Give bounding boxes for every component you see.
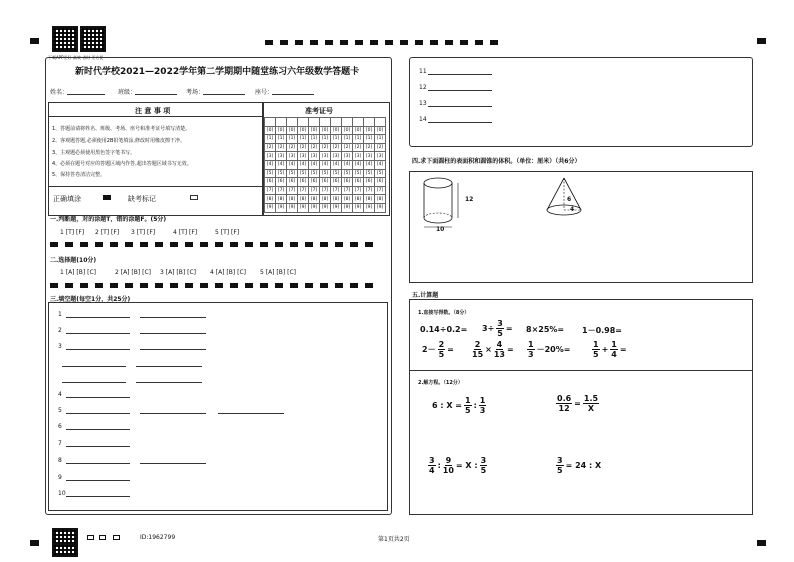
omr-header-cell[interactable] (276, 118, 287, 127)
omr-bubble[interactable]: [7] (320, 186, 331, 195)
omr-bubble[interactable]: [2] (265, 143, 276, 152)
omr-header-cell[interactable] (331, 118, 342, 127)
blank-line[interactable] (140, 333, 206, 334)
calc-item[interactable]: 3÷ $\frac{3}{5}$ = (482, 319, 513, 338)
omr-bubble[interactable]: [0] (298, 126, 309, 135)
choice-item[interactable]: 5 [A] [B] [C] (260, 269, 296, 276)
omr-bubble[interactable]: [9] (353, 203, 364, 212)
omr-header-cell[interactable] (320, 118, 331, 127)
omr-bubble[interactable]: [0] (331, 126, 342, 135)
omr-bubble[interactable]: [8] (298, 195, 309, 204)
omr-bubble[interactable]: [7] (353, 186, 364, 195)
qr-caption: 下载APP更好 高效·省时·更方便 (48, 55, 104, 60)
omr-bubble[interactable]: [3] (331, 152, 342, 161)
omr-bubble[interactable]: [4] (265, 160, 276, 169)
omr-bubble[interactable]: [0] (309, 126, 320, 135)
section1-title: 一.判断题，对的涂题T，错的涂题F。(5分) (50, 216, 167, 223)
omr-bubble[interactable]: [8] (353, 195, 364, 204)
omr-bubble[interactable]: [6] (265, 178, 276, 187)
blank-line[interactable] (66, 397, 130, 398)
blank-number: 13 (419, 100, 427, 107)
omr-bubble[interactable]: [7] (276, 186, 287, 195)
calc-part1-title: 1.直接写得数。（8分） (418, 310, 470, 316)
blank-line[interactable] (66, 333, 130, 334)
omr-bubble[interactable]: [5] (364, 169, 375, 178)
omr-header-cell[interactable] (287, 118, 298, 127)
omr-bubble[interactable]: [9] (287, 203, 298, 212)
omr-bubble[interactable]: [2] (309, 143, 320, 152)
omr-bubble[interactable]: [1] (265, 135, 276, 144)
omr-bubble[interactable]: [7] (265, 186, 276, 195)
omr-bubble[interactable]: [7] (298, 186, 309, 195)
section3-title: 三.填空题(每空1分，共25分) (50, 296, 131, 303)
footer-box (113, 535, 120, 540)
tf-item[interactable]: 5 [T] [F] (215, 229, 240, 236)
notice-item: 4、必须在题号对应的答题区域内作答,超出答题区域书写无效。 (52, 161, 192, 167)
omr-bubble[interactable]: [4] (320, 160, 331, 169)
omr-bubble[interactable]: [6] (309, 178, 320, 187)
omr-bubble[interactable]: [7] (331, 186, 342, 195)
blank-line[interactable] (428, 90, 492, 91)
blank-line[interactable] (66, 496, 130, 497)
omr-header-cell[interactable] (265, 118, 276, 127)
omr-bubble[interactable]: [1] (298, 135, 309, 144)
cone-height-label: 6 (567, 196, 572, 203)
omr-bubble[interactable]: [8] (265, 195, 276, 204)
omr-bubble[interactable]: [6] (320, 178, 331, 187)
omr-bubble[interactable]: [4] (298, 160, 309, 169)
blank-line[interactable] (136, 382, 202, 383)
omr-bubble[interactable]: [7] (309, 186, 320, 195)
omr-bubble[interactable]: [2] (364, 143, 375, 152)
omr-bubble[interactable]: [6] (353, 178, 364, 187)
absent-checkbox[interactable] (190, 195, 198, 200)
page-number: 第1页共2页 (378, 536, 410, 543)
omr-bubble[interactable]: [6] (287, 178, 298, 187)
calc-part2-title: 2.解方程。（12分） (418, 380, 463, 386)
omr-bubble[interactable]: [4] (276, 160, 287, 169)
blank-number: 3 (58, 343, 62, 350)
absent-mark-label: 缺考标记 (128, 195, 156, 203)
calc-item[interactable]: $\frac{1}{5}$ + $\frac{1}{4}$ = (593, 340, 627, 359)
omr-bubble[interactable]: [4] (364, 160, 375, 169)
class-label: 班级： (118, 89, 137, 96)
blank-line[interactable] (66, 349, 130, 350)
omr-bubble[interactable]: [5] (353, 169, 364, 178)
omr-bubble[interactable]: [7] (364, 186, 375, 195)
omr-bubble[interactable]: [2] (298, 143, 309, 152)
omr-bubble[interactable]: [0] (265, 126, 276, 135)
blank-line[interactable] (66, 463, 130, 464)
tf-item[interactable]: 1 [T] [F] (60, 229, 85, 236)
footer-box (99, 535, 106, 540)
omr-bubble[interactable]: [8] (320, 195, 331, 204)
choice-item[interactable]: 3 [A] [B] [C] (160, 269, 196, 276)
equation-item[interactable]: 6 : X = $\frac{1}{5}$ : $\frac{1}{3}$ (432, 396, 486, 415)
omr-bubble[interactable]: [9] (375, 203, 386, 212)
calc-item[interactable]: 2－ $\frac{2}{5}$ = (422, 340, 454, 359)
omr-bubble[interactable]: [0] (375, 126, 386, 135)
notice-item: 1、答题前请将姓名、班级、考场、座号和准考证号填写清楚。 (52, 126, 191, 132)
omr-bubble[interactable]: [7] (342, 186, 353, 195)
right-panel-top (409, 57, 753, 147)
footer-box (87, 535, 94, 540)
correct-fill-label: 正确填涂 (53, 195, 81, 203)
omr-bubble[interactable]: [7] (375, 186, 386, 195)
omr-bubble[interactable]: [3] (287, 152, 298, 161)
omr-bubble[interactable]: [5] (375, 169, 386, 178)
footer-id: ID:1962799 (140, 534, 176, 541)
omr-bubble[interactable]: [3] (265, 152, 276, 161)
omr-bubble[interactable]: [3] (375, 152, 386, 161)
blank-number: 4 (58, 391, 62, 398)
blank-line[interactable] (140, 413, 206, 414)
equation-item[interactable]: $\frac{0.6}{12}$ = $\frac{1.5}{X}$ (557, 394, 599, 413)
equation-item[interactable]: $\frac{3}{4}$ : $\frac{9}{10}$ = X : $\frac{3}{5}$ (429, 456, 487, 475)
omr-bubble[interactable]: [8] (331, 195, 342, 204)
room-field[interactable] (203, 94, 245, 95)
blank-line[interactable] (66, 480, 130, 481)
omr-bubble[interactable]: [8] (364, 195, 375, 204)
tf-item[interactable]: 4 [T] [F] (173, 229, 198, 236)
omr-bubble[interactable]: [1] (287, 135, 298, 144)
omr-bubble[interactable]: [2] (287, 143, 298, 152)
omr-bubble[interactable]: [1] (353, 135, 364, 144)
class-field[interactable] (135, 94, 177, 95)
omr-bubble[interactable]: [9] (320, 203, 331, 212)
omr-bubble[interactable]: [1] (320, 135, 331, 144)
omr-bubble[interactable]: [4] (331, 160, 342, 169)
seat-label: 座号： (255, 89, 274, 96)
omr-bubble[interactable]: [1] (364, 135, 375, 144)
blank-number: 5 (58, 407, 62, 414)
omr-bubble[interactable]: [6] (331, 178, 342, 187)
omr-bubble[interactable]: [5] (287, 169, 298, 178)
calc-item[interactable]: 8×25%= (526, 325, 565, 334)
timing-marks (50, 283, 373, 288)
omr-bubble[interactable]: [3] (353, 152, 364, 161)
blank-number: 9 (58, 474, 62, 481)
qr-code-icon (52, 26, 78, 52)
omr-bubble[interactable]: [5] (342, 169, 353, 178)
blank-line[interactable] (66, 317, 130, 318)
section5-divider (409, 370, 753, 371)
omr-bubble[interactable]: [2] (276, 143, 287, 152)
omr-bubble[interactable]: [4] (309, 160, 320, 169)
omr-bubble[interactable]: [8] (342, 195, 353, 204)
omr-header-cell[interactable] (364, 118, 375, 127)
notice-item: 2、客观题答题,必须使用2B铅笔填涂,修改时用橡皮擦干净。 (52, 138, 185, 144)
cylinder-figure (418, 174, 474, 234)
omr-bubble[interactable]: [7] (287, 186, 298, 195)
omr-bubble[interactable]: [4] (375, 160, 386, 169)
choice-item[interactable]: 4 [A] [B] [C] (210, 269, 246, 276)
omr-bubble[interactable]: [3] (298, 152, 309, 161)
qr-code-icon (80, 26, 106, 52)
equation-item[interactable]: $\frac{3}{5}$ = 24 : X (557, 456, 602, 475)
omr-bubble[interactable]: [5] (320, 169, 331, 178)
omr-bubble[interactable]: [9] (298, 203, 309, 212)
corner-mark (757, 38, 766, 44)
omr-bubble[interactable]: [9] (364, 203, 375, 212)
omr-bubble[interactable]: [0] (342, 126, 353, 135)
omr-bubble[interactable]: [9] (331, 203, 342, 212)
omr-bubble[interactable]: [1] (331, 135, 342, 144)
omr-bubble[interactable]: [8] (287, 195, 298, 204)
exam-id-title: 准考证号 (305, 107, 333, 115)
omr-bubble[interactable]: [1] (276, 135, 287, 144)
omr-bubble[interactable]: [5] (276, 169, 287, 178)
blank-number: 14 (419, 116, 427, 123)
cylinder-diameter-label: 10 (436, 226, 445, 233)
blank-number: 6 (58, 423, 62, 430)
calc-item[interactable]: $\frac{2}{15}$ × $\frac{4}{13}$ = (472, 340, 514, 359)
choice-item[interactable]: 2 [A] [B] [C] (115, 269, 151, 276)
omr-bubble[interactable]: [2] (375, 143, 386, 152)
omr-bubble[interactable]: [2] (331, 143, 342, 152)
blank-number: 10 (58, 490, 66, 497)
timing-marks (50, 242, 373, 247)
blank-line[interactable] (428, 106, 492, 107)
omr-bubble[interactable]: [5] (265, 169, 276, 178)
omr-bubble[interactable]: [6] (375, 178, 386, 187)
omr-bubble[interactable]: [1] (342, 135, 353, 144)
blank-number: 1 (58, 311, 62, 318)
cone-radius-label: 4 (570, 206, 575, 213)
section5-title: 五.计算题 (412, 292, 439, 299)
calc-item[interactable]: $\frac{1}{3}$ －20%= (528, 340, 571, 359)
omr-bubble[interactable]: [0] (364, 126, 375, 135)
blank-line[interactable] (66, 429, 130, 430)
omr-bubble[interactable]: [4] (287, 160, 298, 169)
blank-number: 11 (419, 68, 427, 75)
calc-item[interactable]: 1－0.98= (582, 326, 623, 335)
omr-bubble[interactable]: [3] (309, 152, 320, 161)
seat-field[interactable] (272, 94, 314, 95)
omr-bubble[interactable]: [2] (320, 143, 331, 152)
filled-bubble-icon (103, 195, 111, 200)
name-label: 姓名： (50, 89, 69, 96)
omr-header-cell[interactable] (353, 118, 364, 127)
exam-id-grid (264, 117, 386, 213)
omr-bubble[interactable]: [5] (331, 169, 342, 178)
omr-bubble[interactable]: [6] (276, 178, 287, 187)
blank-line[interactable] (140, 317, 206, 318)
cylinder-height-label: 12 (465, 196, 474, 203)
omr-bubble[interactable]: [4] (342, 160, 353, 169)
blank-line[interactable] (66, 413, 130, 414)
omr-header-cell[interactable] (298, 118, 309, 127)
omr-bubble[interactable]: [5] (298, 169, 309, 178)
omr-bubble[interactable]: [2] (353, 143, 364, 152)
blank-number: 2 (58, 327, 62, 334)
timing-marks-top (265, 40, 498, 45)
omr-header-cell[interactable] (375, 118, 386, 127)
omr-bubble[interactable]: [3] (320, 152, 331, 161)
blank-line[interactable] (428, 122, 492, 123)
blank-line[interactable] (62, 382, 126, 383)
choice-item[interactable]: 1 [A] [B] [C] (60, 269, 96, 276)
blank-line[interactable] (428, 74, 492, 75)
section4-title: 四.求下面圆柱的表面积和圆锥的体积。（单位：厘米）（共6分） (412, 158, 581, 165)
section2-title: 二.选择题(10分) (50, 257, 97, 264)
blank-line[interactable] (140, 349, 206, 350)
omr-bubble[interactable]: [6] (298, 178, 309, 187)
omr-bubble[interactable]: [3] (364, 152, 375, 161)
page-title: 新时代学校2021—2022学年第二学期期中随堂练习六年级数学答题卡 (75, 67, 360, 77)
room-label: 考场： (186, 89, 205, 96)
notice-divider (48, 116, 263, 117)
tf-item[interactable]: 3 [T] [F] (131, 229, 156, 236)
corner-mark (30, 38, 39, 44)
omr-bubble[interactable]: [8] (309, 195, 320, 204)
blank-line[interactable] (62, 366, 126, 367)
omr-header-cell[interactable] (342, 118, 353, 127)
omr-header-cell[interactable] (309, 118, 320, 127)
omr-bubble[interactable]: [9] (265, 203, 276, 212)
omr-bubble[interactable]: [3] (342, 152, 353, 161)
omr-bubble[interactable]: [6] (364, 178, 375, 187)
omr-bubble[interactable]: [0] (353, 126, 364, 135)
omr-bubble[interactable]: [2] (342, 143, 353, 152)
calc-item[interactable]: 0.14÷0.2= (420, 325, 468, 334)
omr-bubble[interactable]: [8] (375, 195, 386, 204)
blank-number: 7 (58, 440, 62, 447)
omr-bubble[interactable]: [9] (342, 203, 353, 212)
omr-bubble[interactable]: [1] (309, 135, 320, 144)
name-field[interactable] (67, 94, 105, 95)
blank-line[interactable] (136, 366, 202, 367)
omr-bubble[interactable]: [0] (276, 126, 287, 135)
omr-bubble[interactable]: [1] (375, 135, 386, 144)
omr-bubble[interactable]: [9] (276, 203, 287, 212)
notice-title: 注 意 事 项 (135, 107, 171, 115)
corner-mark (30, 540, 39, 546)
omr-bubble[interactable]: [9] (309, 203, 320, 212)
omr-bubble[interactable]: [0] (320, 126, 331, 135)
notice-item: 5、保持答卷清洁完整。 (52, 172, 106, 178)
omr-bubble[interactable]: [5] (309, 169, 320, 178)
omr-bubble[interactable]: [3] (276, 152, 287, 161)
blank-number: 12 (419, 84, 427, 91)
notice-item: 3、主观题必须使用黑色签字笔书写。 (52, 150, 136, 156)
tf-item[interactable]: 2 [T] [F] (95, 229, 120, 236)
omr-bubble[interactable]: [6] (342, 178, 353, 187)
blank-number: 8 (58, 457, 62, 464)
omr-bubble[interactable]: [8] (276, 195, 287, 204)
qr-code-icon (52, 543, 78, 557)
corner-mark (757, 540, 766, 546)
omr-bubble[interactable]: [0] (287, 126, 298, 135)
blank-line[interactable] (140, 463, 206, 464)
omr-bubble[interactable]: [4] (353, 160, 364, 169)
notice-divider (48, 186, 263, 187)
blank-line[interactable] (66, 446, 130, 447)
blank-line[interactable] (218, 413, 284, 414)
